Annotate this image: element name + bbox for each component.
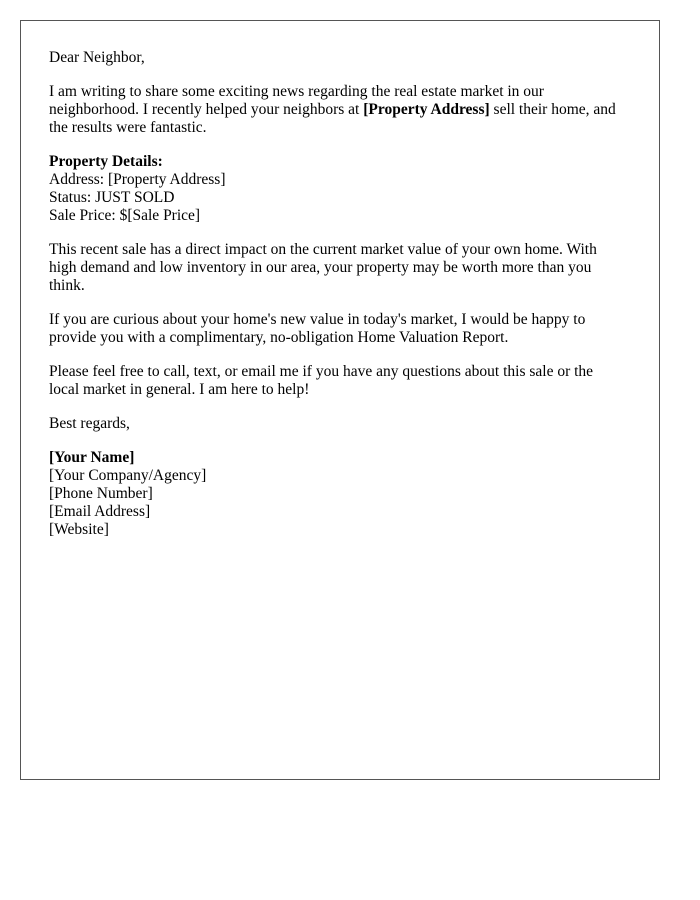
contact-paragraph: Please feel free to call, text, or email me if you have any questions about this sale or the local market in general. I am here to help! [49,363,594,398]
valuation-paragraph: If you are curious about your home's new value in today's market, I would be happy to provide you with a complimentary, no-obligation Home Valuation Report. [49,311,586,346]
property-address-line: Address: [Property Address] [49,171,226,188]
letter-body [49,49,624,555]
property-details-block [49,153,624,225]
intro-paragraph [49,83,624,137]
signature-email: [Email Address] [49,503,151,520]
property-status-line: Status: JUST SOLD [49,189,175,206]
property-sale-price-line: Sale Price: $[Sale Price] [49,207,201,224]
signature-block [49,449,624,539]
closing: Best regards, [49,415,130,432]
property-details-heading: Property Details: [49,153,163,170]
intro-text-after: sell their home, and the results were fantastic. [49,101,616,136]
signature-phone: [Phone Number] [49,485,153,502]
signature-name: [Your Name] [49,449,135,466]
intro-property-address: [Property Address] [363,101,490,118]
letter-frame [20,20,660,780]
intro-text-before: I am writing to share some exciting news regarding the real estate market in our neighborhood. I recently helped your neighbors at [49,83,544,118]
signature-company: [Your Company/Agency] [49,467,207,484]
signature-website: [Website] [49,521,109,538]
market-paragraph: This recent sale has a direct impact on the current market value of your own home. With high demand and low inventory in our area, your property may be worth more than you think. [49,241,597,294]
salutation: Dear Neighbor, [49,49,145,66]
